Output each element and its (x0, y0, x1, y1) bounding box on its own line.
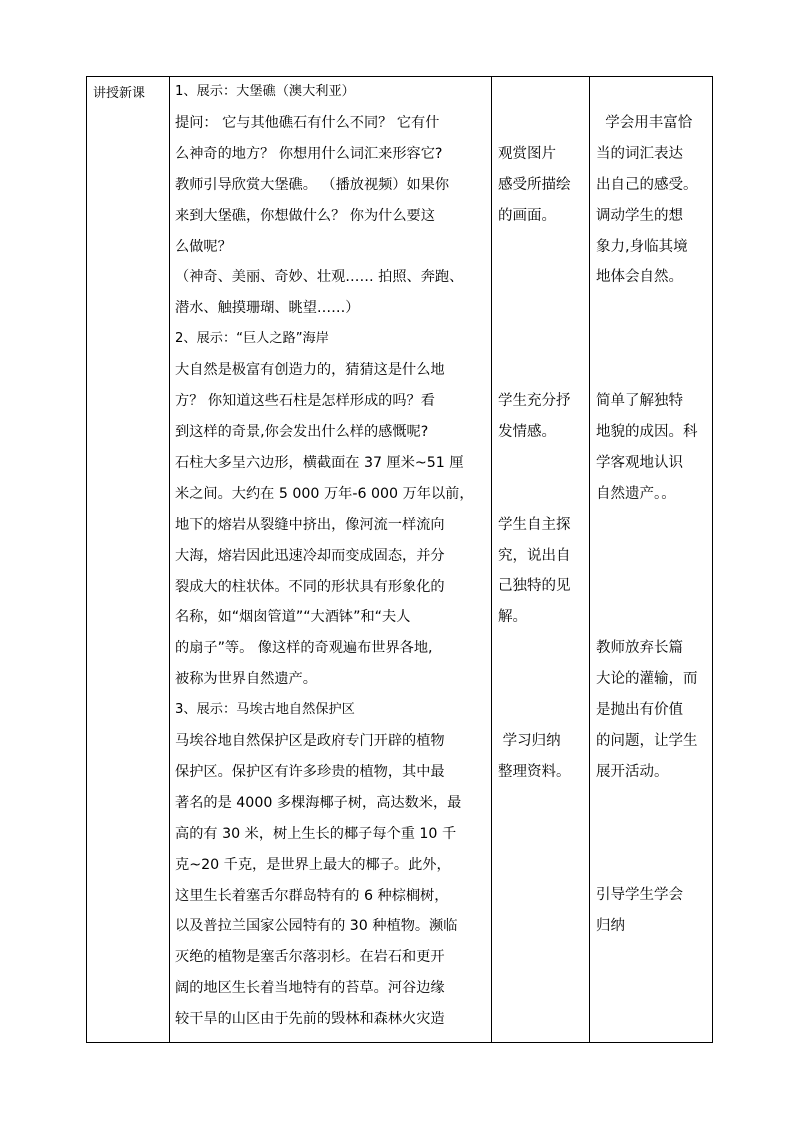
content-line: 教师引导欣赏大堡礁。 （播放视频）如果你 (175, 176, 450, 193)
design-intent-line: 学客观地认识 (596, 454, 683, 471)
design-intent (590, 77, 712, 942)
student-activity-line: 解。 (498, 609, 527, 626)
design-intent-line: 学会用丰富恰 (596, 114, 693, 131)
student-activity-block (498, 386, 585, 448)
design-intent-block (596, 386, 708, 510)
design-intent-line: 地体会自然。 (596, 269, 683, 286)
content-cell (170, 77, 492, 1043)
content-line: 石柱大多呈六边形，横截面在 37 厘米~51 厘 (175, 454, 464, 471)
student-activity-line: 观赏图片 (498, 145, 556, 162)
design-intent-line: 自然遗产。。 (596, 485, 676, 502)
design-intent-line: 地貌的成因。科 (596, 423, 698, 440)
design-intent-block (596, 633, 708, 788)
content-line: 潜水、触摸珊瑚、眺望……） (175, 300, 360, 317)
content-line: 这里生长着塞舌尔群岛特有的 6 种棕榈树， (175, 887, 449, 904)
student-activity-block (498, 510, 585, 634)
content-line: 地下的熔岩从裂缝中挤出，像河流一样流向 (175, 516, 445, 533)
content-line: 裂成大的柱状体。不同的形状具有形象化的 (175, 578, 445, 595)
student-activity-line: 究，说出自 (498, 547, 571, 564)
student-activity (492, 77, 589, 788)
teaching-content (170, 77, 491, 1035)
content-line: 较干旱的山区由于先前的毁林和森林火灾造 (175, 1011, 445, 1028)
stage-label: 讲授新课 (93, 86, 146, 101)
content-line: 阔的地区生长着当地特有的苔草。河谷边缘 (175, 980, 445, 997)
student-activity-line: 学习归纳 (498, 732, 561, 749)
student-activity-block (498, 139, 585, 232)
student-activity-block (498, 726, 585, 788)
design-intent-block (596, 880, 708, 942)
design-intent-line: 大论的灌输，而 (596, 671, 698, 688)
design-intent-line: 简单了解独特 (596, 393, 683, 410)
content-line: 灭绝的植物是塞舌尔落羽杉。在岩石和更开 (175, 949, 445, 966)
student-activity-line: 的画面。 (498, 207, 556, 224)
lesson-row (87, 77, 713, 1043)
lesson-plan-table (86, 76, 713, 1043)
student-activity-line: 学生自主探 (498, 516, 571, 533)
student-activity-line: 己独特的见 (498, 578, 571, 595)
content-line: 提问： 它与其他礁石有什么不同？ 它有什 (175, 114, 440, 131)
design-intent-block (596, 108, 708, 293)
student-activity-line: 学生充分抒 (498, 393, 571, 410)
student-activity-line: 整理资料。 (498, 763, 571, 780)
section-heading: 3、展示：马埃古地自然保护区 (175, 702, 355, 718)
content-line: 么神奇的地方？ 你想用什么词汇来形容它? (175, 145, 443, 162)
design-intent-line: 调动学生的想 (596, 207, 683, 224)
content-line: 保护区。保护区有许多珍贵的植物，其中最 (175, 763, 445, 780)
design-intent-line: 展开活动。 (596, 763, 669, 780)
stage-cell (87, 77, 170, 1043)
design-intent-line: 是抛出有价值 (596, 702, 683, 719)
content-line: 来到大堡礁，你想做什么？ 你为什么要这 (175, 207, 435, 224)
design-intent-line: 象力,身临其境 (596, 238, 688, 255)
content-line: 方？ 你知道这些石柱是怎样形成的吗？看 (175, 393, 435, 410)
design-intent-cell (590, 77, 713, 1043)
content-line: 被称为世界自然遗产。 (175, 671, 317, 688)
design-intent-line: 的问题，让学生 (596, 732, 698, 749)
section-heading: 1、展示：大堡礁（澳大利亚） (175, 84, 355, 99)
design-intent-line: 引导学生学会 (596, 887, 683, 904)
design-intent-line: 教师放弃长篇 (596, 640, 683, 657)
student-activity-line: 感受所描绘 (498, 176, 571, 193)
section-heading: 2、展示：“巨人之路”海岸 (175, 331, 329, 347)
content-line: 名称，如“烟囱管道”“大酒钵”和“夫人 (175, 609, 411, 626)
design-intent-line: 归纳 (596, 918, 625, 935)
content-line: 的扇子”等。 像这样的奇观遍布世界各地, (175, 640, 433, 657)
content-line: 大海，熔岩因此迅速冷却而变成固态，并分 (175, 547, 445, 564)
content-line: 大自然是极富有创造力的，猜猜这是什么地 (175, 362, 445, 379)
content-line: （神奇、美丽、奇妙、壮观…… 拍照、奔跑、 (175, 269, 464, 286)
content-line: 么做呢？ (175, 238, 232, 255)
content-line: 著名的是 4000 多棵海椰子树，高达数米，最 (175, 794, 462, 811)
design-intent-line: 当的词汇表达 (596, 145, 683, 162)
content-line: 米之间。大约在 5 000 万年-6 000 万年以前， (175, 485, 474, 502)
content-line: 克~20 千克，是世界上最大的椰子。此外， (175, 856, 451, 873)
design-intent-line: 出自己的感受。 (596, 176, 698, 193)
student-activity-line: 发情感。 (498, 423, 556, 440)
content-line: 高的有 30 米，树上生长的椰子每个重 10 千 (175, 825, 457, 842)
student-activity-cell (492, 77, 590, 1043)
content-line: 以及普拉兰国家公园特有的 30 种植物。濒临 (175, 918, 458, 935)
content-line: 马埃谷地自然保护区是政府专门开辟的植物 (175, 733, 445, 750)
content-line: 到这样的奇景,你会发出什么样的感慨呢? (175, 423, 429, 440)
